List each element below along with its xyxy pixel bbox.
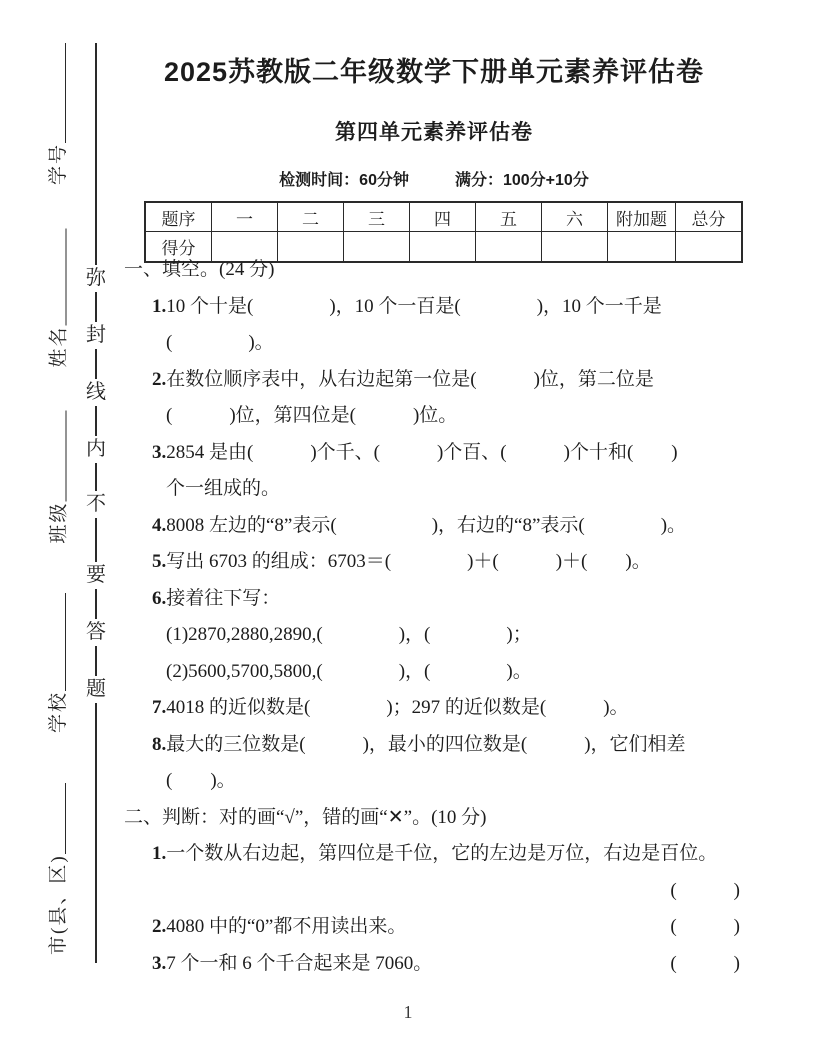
question-line: 5.写出 6703 的组成：6703＝( )＋( )＋( )。	[152, 551, 651, 572]
section-heading: 一、填空。(24 分)	[124, 259, 275, 280]
question-number: 1.	[152, 843, 167, 864]
seal-char: 不	[86, 493, 106, 515]
seal-char: 要	[86, 564, 106, 586]
exam-header	[122, 0, 746, 263]
score-table-header-row	[145, 202, 742, 232]
seal-char: 题	[86, 678, 106, 700]
margin-field-label	[46, 593, 72, 733]
section-heading: 二、判断：对的画“√”，错的画“✕”。(10 分)	[124, 806, 487, 828]
question-text: 3.7 个一和 6 个千合起来是 7060。	[152, 952, 433, 974]
margin-field-label-text: 学号	[48, 142, 69, 185]
seal-char: 弥	[86, 267, 106, 289]
question-line: 2.在数位顺序表中，从右边起第一位是( )位，第二位是	[152, 368, 654, 390]
question-number: 3.	[152, 441, 167, 463]
seal-line	[84, 43, 108, 963]
exam-subtitle: 第四单元素养评估卷	[335, 121, 533, 144]
question-content	[122, 252, 750, 982]
score-table-header-cell: 二	[278, 202, 344, 232]
margin-field-label	[46, 228, 72, 367]
question-line: 1.一个数从右边起，第四位是千位，它的左边是万位，右边是百位。	[152, 843, 718, 864]
answer-blank: ( )	[670, 879, 740, 901]
question-line: 7.4018 的近似数是( )；297 的近似数是( )。	[152, 697, 629, 718]
question-continuation-line: (1)2870,2880,2890,( )，( )；	[166, 624, 532, 645]
margin-field-blank-line	[65, 593, 66, 691]
question-continuation-line: (2)5600,5700,5800,( )，( )。	[166, 660, 532, 682]
question-number: 1.	[152, 295, 167, 317]
seal-line-segment	[95, 646, 97, 676]
question-number: 7.	[152, 697, 167, 718]
score-table-header-cell: 附加题	[608, 202, 676, 232]
answer-blank: ( )	[670, 916, 740, 937]
question-line	[122, 909, 750, 946]
question-line: 1.10 个十是( )，10 个一百是( )，10 个一千是	[152, 295, 662, 317]
seal-line-segment	[95, 349, 97, 379]
seal-line-segment	[95, 463, 97, 491]
score-table-header-cell: 六	[542, 202, 608, 232]
question-number: 5.	[152, 551, 167, 572]
question-continuation-line: ( )。	[166, 770, 236, 791]
margin-field-label-text: 市(县、区)	[48, 854, 69, 955]
question-number: 8.	[152, 733, 167, 755]
seal-line-segment	[95, 589, 97, 619]
question-number: 6.	[152, 587, 167, 609]
margin-field-label-text: 学校	[48, 690, 69, 733]
margin-field-label	[46, 43, 72, 185]
seal-line-segment	[95, 703, 97, 963]
answer-blank-line	[122, 873, 750, 910]
score-table-header-cell: 一	[212, 202, 278, 232]
seal-line-segment	[95, 292, 97, 322]
margin-field-blank-line	[65, 228, 66, 325]
exam-time-label: 检测时间：60分钟	[279, 172, 409, 189]
exam-title: 2025苏教版二年级数学下册单元素养评估卷	[163, 57, 705, 87]
page-number: 1	[403, 1002, 413, 1022]
question-number: 3.	[152, 952, 167, 974]
score-table-header-cell: 四	[410, 202, 476, 232]
margin-field-label-text: 班级	[48, 500, 69, 543]
score-table-header-cell: 题序	[145, 202, 212, 232]
seal-line-segment	[95, 406, 97, 436]
question-continuation-line: ( )。	[166, 332, 274, 353]
question-line: 3.2854 是由( )个千、( )个百、( )个十和( )	[152, 441, 678, 463]
seal-char: 线	[86, 381, 106, 403]
score-table-header-cell: 五	[476, 202, 542, 232]
seal-line-segment	[95, 518, 97, 562]
seal-char: 答	[86, 621, 106, 643]
question-line: 8.最大的三位数是( )，最小的四位数是( )，它们相差	[152, 733, 686, 755]
margin-field-blank-line	[65, 783, 66, 854]
question-number: 4.	[152, 514, 167, 536]
score-table-header-cell: 三	[344, 202, 410, 232]
seal-char: 封	[86, 324, 106, 346]
score-table-header-cell: 总分	[676, 202, 743, 232]
question-number: 2.	[152, 916, 167, 937]
seal-line-segment	[95, 43, 97, 265]
question-number: 2.	[152, 368, 167, 390]
question-line: 4.8008 左边的“8”表示( )，右边的“8”表示( )。	[152, 514, 687, 536]
margin-field-blank-line	[65, 43, 66, 143]
margin-field-label-text: 姓名	[48, 324, 69, 367]
exam-info-line	[122, 167, 746, 190]
margin-field-blank-line	[65, 410, 66, 501]
margin-field-label	[46, 410, 72, 543]
question-line: 6.接着往下写：	[152, 587, 281, 609]
score-row-label: 得分	[145, 232, 212, 263]
full-score-label: 满分：100分+10分	[454, 172, 589, 189]
margin-field-label	[46, 783, 72, 955]
answer-blank: ( )	[670, 952, 740, 974]
question-line	[122, 946, 750, 983]
question-continuation-line: 个一组成的。	[166, 478, 281, 499]
question-continuation-line: ( )位，第四位是( )位。	[166, 405, 458, 426]
question-text: 2.4080 中的“0”都不用读出来。	[152, 916, 407, 937]
seal-char: 内	[86, 438, 106, 460]
